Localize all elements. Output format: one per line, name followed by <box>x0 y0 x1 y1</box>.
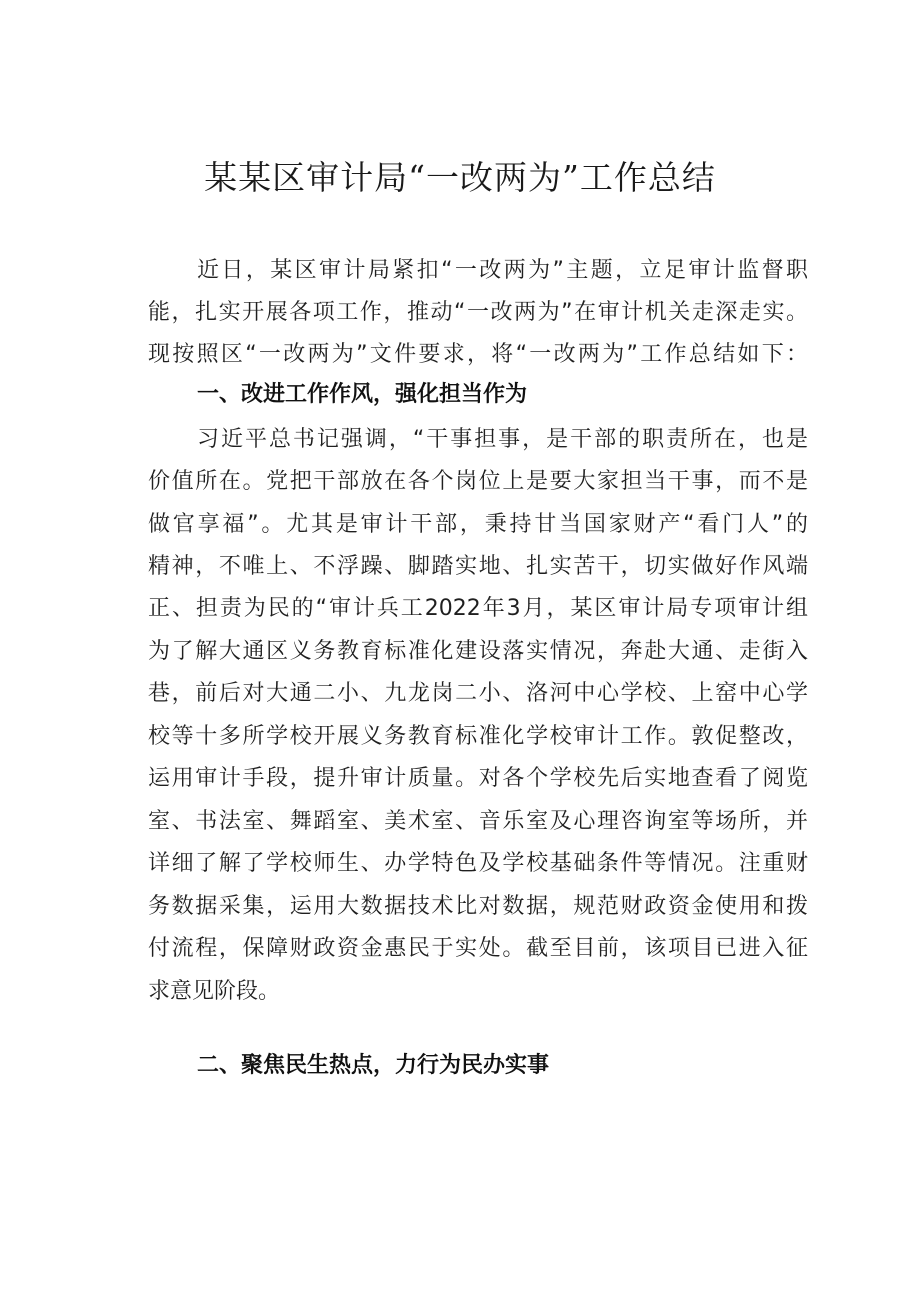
section-1-line-8: 校等十多所学校开展义务教育标准化学校审计工作。敦促整改， <box>148 724 808 749</box>
section-1-line-13: 付流程，保障财政资金惠民于实处。截至目前，该项目已进入征 <box>148 936 808 961</box>
section-1-line-9: 运用审计手段，提升审计质量。对各个学校先后实地查看了阅览 <box>148 766 808 791</box>
section-1-line-2: 价值所在。党把干部放在各个岗位上是要大家担当干事，而不是 <box>148 469 808 494</box>
intro-line-3: 现按照区“一改两为”文件要求，将“一改两为”工作总结如下： <box>148 342 808 367</box>
section-1-line-1: 习近平总书记强调，“干事担事，是干部的职责所在，也是 <box>197 427 808 452</box>
section-1-line-3: 做官享福”。尤其是审计干部，秉持甘当国家财产“看门人”的 <box>148 512 808 537</box>
intro-line-2: 能，扎实开展各项工作，推动“一改两为”在审计机关走深走实。 <box>148 300 808 325</box>
document-title: 某某区审计局“一改两为”工作总结 <box>204 158 716 197</box>
section-1-line-7: 巷，前后对大通二小、九龙岗二小、洛河中心学校、上窑中心学 <box>148 681 808 706</box>
section-1-line-12: 务数据采集，运用大数据技术比对数据，规范财政资金使用和拨 <box>148 894 808 919</box>
section-2-heading: 二、聚焦民生热点，力行为民办实事 <box>197 1053 550 1078</box>
section-1-heading: 一、改进工作作风，强化担当作为 <box>197 382 528 407</box>
section-1-line-14: 求意见阶段。 <box>148 979 281 1004</box>
section-1-line-4: 精神，不唯上、不浮躁、脚踏实地、扎实苦干，切实做好作风端 <box>148 554 808 579</box>
section-1-line-5: 正、担责为民的“审计兵工2022年3月，某区审计局专项审计组 <box>148 596 808 621</box>
section-1-line-10: 室、书法室、舞蹈室、美术室、音乐室及心理咨询室等场所，并 <box>148 809 808 834</box>
section-1-line-11: 详细了解了学校师生、办学特色及学校基础条件等情况。注重财 <box>148 851 808 876</box>
section-1-line-6: 为了解大通区义务教育标准化建设落实情况，奔赴大通、走街入 <box>148 639 808 664</box>
intro-line-1: 近日，某区审计局紧扣“一改两为”主题，立足审计监督职 <box>197 258 808 283</box>
